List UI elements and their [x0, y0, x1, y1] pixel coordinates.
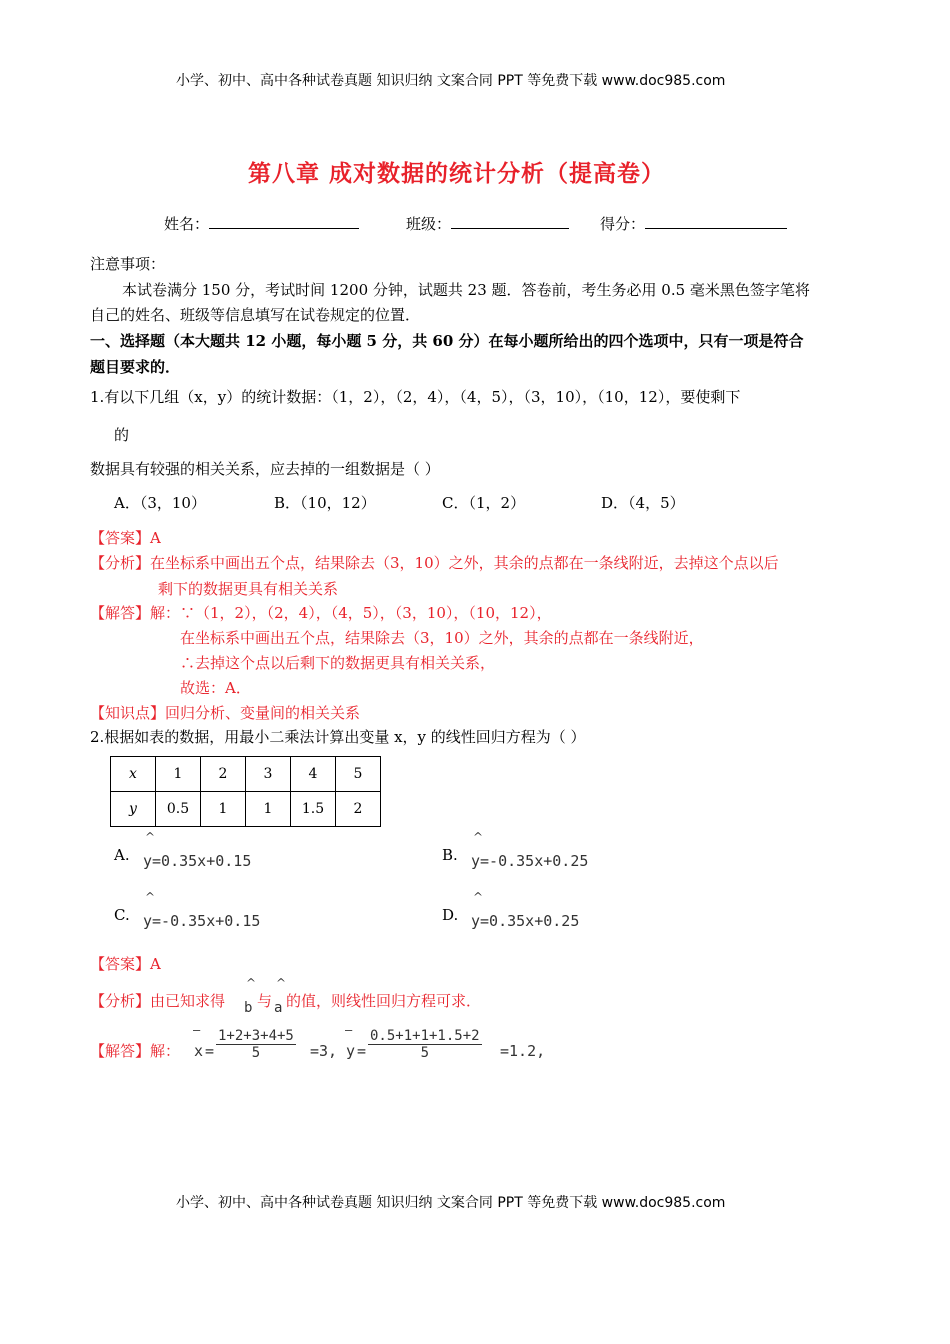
table-cell: 1: [246, 792, 291, 827]
table-cell: 3: [246, 757, 291, 792]
ybar-symbol: y: [346, 1042, 356, 1060]
hat-mark: ^: [473, 890, 484, 904]
hat-mark: ^: [145, 830, 156, 844]
table-row: [111, 757, 381, 792]
q1-analysis-cont: 剩下的数据更具有相关关系: [158, 580, 339, 598]
ybar-result: =1.2,: [500, 1042, 546, 1060]
class-blank: [451, 214, 569, 229]
table-cell: 0.5: [156, 792, 201, 827]
xbar-symbol: x: [194, 1042, 204, 1060]
table-cell: 1.5: [291, 792, 336, 827]
equals-sign: =: [357, 1042, 367, 1060]
q2-option-d-label: D.: [442, 906, 459, 924]
fraction: [216, 1028, 296, 1061]
hat-mark: ^: [246, 976, 257, 990]
table-cell: 2: [201, 757, 246, 792]
answer-value: A: [150, 955, 161, 973]
q1-answer: [90, 527, 161, 548]
notice-line-2: 自己的姓名、班级等信息填写在试卷规定的位置．: [90, 306, 421, 324]
analysis-a-hat: a: [274, 1000, 283, 1016]
analysis-text: 在坐标系中画出五个点，结果除去（3，10）之外，其余的点都在一条线附近，去掉这个点以后: [150, 554, 779, 572]
hat-mark: ^: [276, 976, 287, 990]
q1-analysis: [90, 552, 779, 573]
q1-solution: [90, 602, 552, 623]
page-header: 小学、初中、高中各种试卷真题 知识归纳 文案合同 PPT 等免费下载 www.doc985.com: [176, 73, 726, 89]
table-cell: 5: [336, 757, 381, 792]
table-cell: x: [111, 757, 156, 792]
table-cell: 4: [291, 757, 336, 792]
analysis-b-hat: b: [244, 1000, 253, 1016]
equals-sign: =: [205, 1042, 215, 1060]
solution-tag: 【解答】: [90, 1042, 151, 1060]
q1-option-d: D．（4，5）: [601, 494, 685, 512]
q1-stem-line3: 数据具有较强的相关关系，应去掉的一组数据是（ ）: [90, 460, 440, 478]
class-field: [406, 213, 569, 234]
table-row: [111, 792, 381, 827]
q1-knowledge: [90, 702, 360, 723]
q2-option-d: y=0.35x+0.25: [471, 912, 580, 930]
xbar-fraction: [216, 1028, 296, 1061]
xbar-result: =3,: [310, 1042, 338, 1060]
solution-text: 解：∵（1，2），（2，4），（4，5），（3，10），（10，12），: [150, 604, 552, 622]
section-heading-cont: 题目要求的．: [90, 358, 181, 376]
q2-option-c-label: C.: [114, 906, 130, 924]
table-cell: y: [111, 792, 156, 827]
section-heading: 一、选择题（本大题共 12 小题，每小题 5 分，共 60 分）在每小题所给出的四个选项中，只有一项是符合: [90, 332, 804, 350]
score-field: [600, 213, 787, 234]
answer-value: A: [150, 529, 161, 547]
knowledge-text: 回归分析、变量间的相关关系: [165, 704, 361, 722]
notice-heading: 注意事项：: [90, 255, 166, 273]
class-label: 班级：: [406, 215, 452, 233]
solution-tag: 【解答】: [90, 604, 151, 622]
page-title: 第八章 成对数据的统计分析（提高卷）: [248, 160, 666, 187]
q1-option-b: B．（10，12）: [274, 494, 376, 512]
fraction-denominator: 5: [420, 1045, 429, 1061]
q2-solution: [90, 1040, 180, 1061]
analysis-post: 的值，则线性回归方程可求．: [286, 992, 482, 1010]
answer-tag: 【答案】: [90, 955, 151, 973]
score-label: 得分：: [600, 215, 646, 233]
page-footer: 小学、初中、高中各种试卷真题 知识归纳 文案合同 PPT 等免费下载 www.doc985.com: [176, 1195, 726, 1211]
q1-solution-line3: ∴去掉这个点以后剩下的数据更具有相关关系，: [180, 654, 496, 672]
knowledge-tag: 【知识点】: [90, 704, 166, 722]
table-cell: 1: [201, 792, 246, 827]
q1-option-c: C．（1，2）: [442, 494, 526, 512]
fraction-numerator: 0.5+1+1+1.5+2: [370, 1028, 480, 1044]
notice-line-1: 本试卷满分 150 分，考试时间 1200 分钟，试题共 23 题．答卷前，考生务必用 0.5 毫米黑色签字笔将: [122, 281, 810, 299]
q2-option-a-label: A.: [114, 846, 130, 864]
q2-option-c: y=-0.35x+0.15: [143, 912, 261, 930]
q2-stem: 2.根据如表的数据，用最小二乘法计算出变量 x，y 的线性回归方程为（ ）: [90, 728, 586, 746]
q1-solution-line4: 故选：A．: [180, 679, 251, 697]
answer-tag: 【答案】: [90, 529, 151, 547]
q2-option-b-label: B.: [442, 846, 458, 864]
q2-option-a: y=0.35x+0.15: [143, 852, 252, 870]
q2-data-table: [110, 756, 381, 827]
table-cell: 1: [156, 757, 201, 792]
q1-stem: 1.有以下几组（x，y）的统计数据：（1，2），（2，4），（4，5），（3，10），（10，12），要使剩下: [90, 388, 741, 406]
score-blank: [645, 214, 787, 229]
fraction-numerator: 1+2+3+4+5: [218, 1028, 294, 1044]
fraction: [368, 1028, 482, 1061]
analysis-mid: 与: [257, 992, 273, 1010]
analysis-tag: 【分析】: [90, 554, 151, 572]
analysis-tag: 【分析】: [90, 992, 151, 1010]
q2-analysis: [90, 990, 225, 1011]
q1-solution-line2: 在坐标系中画出五个点，结果除去（3，10）之外，其余的点都在一条线附近，: [180, 629, 704, 647]
bar-mark: —: [345, 1023, 353, 1037]
solution-pre: 解：: [150, 1042, 181, 1060]
q1-option-a: A．（3，10）: [114, 494, 206, 512]
analysis-pre: 由已知求得: [150, 992, 226, 1010]
name-label: 姓名：: [164, 215, 210, 233]
table-cell: 2: [336, 792, 381, 827]
hat-mark: ^: [473, 830, 484, 844]
ybar-fraction: [368, 1028, 482, 1061]
name-field: [164, 213, 359, 234]
q2-option-b: y=-0.35x+0.25: [471, 852, 589, 870]
fraction-denominator: 5: [251, 1045, 261, 1061]
name-blank: [209, 214, 359, 229]
q2-answer: [90, 953, 161, 974]
hat-mark: ^: [145, 890, 156, 904]
bar-mark: —: [193, 1023, 201, 1037]
q1-stem-cont: 的: [114, 426, 130, 444]
